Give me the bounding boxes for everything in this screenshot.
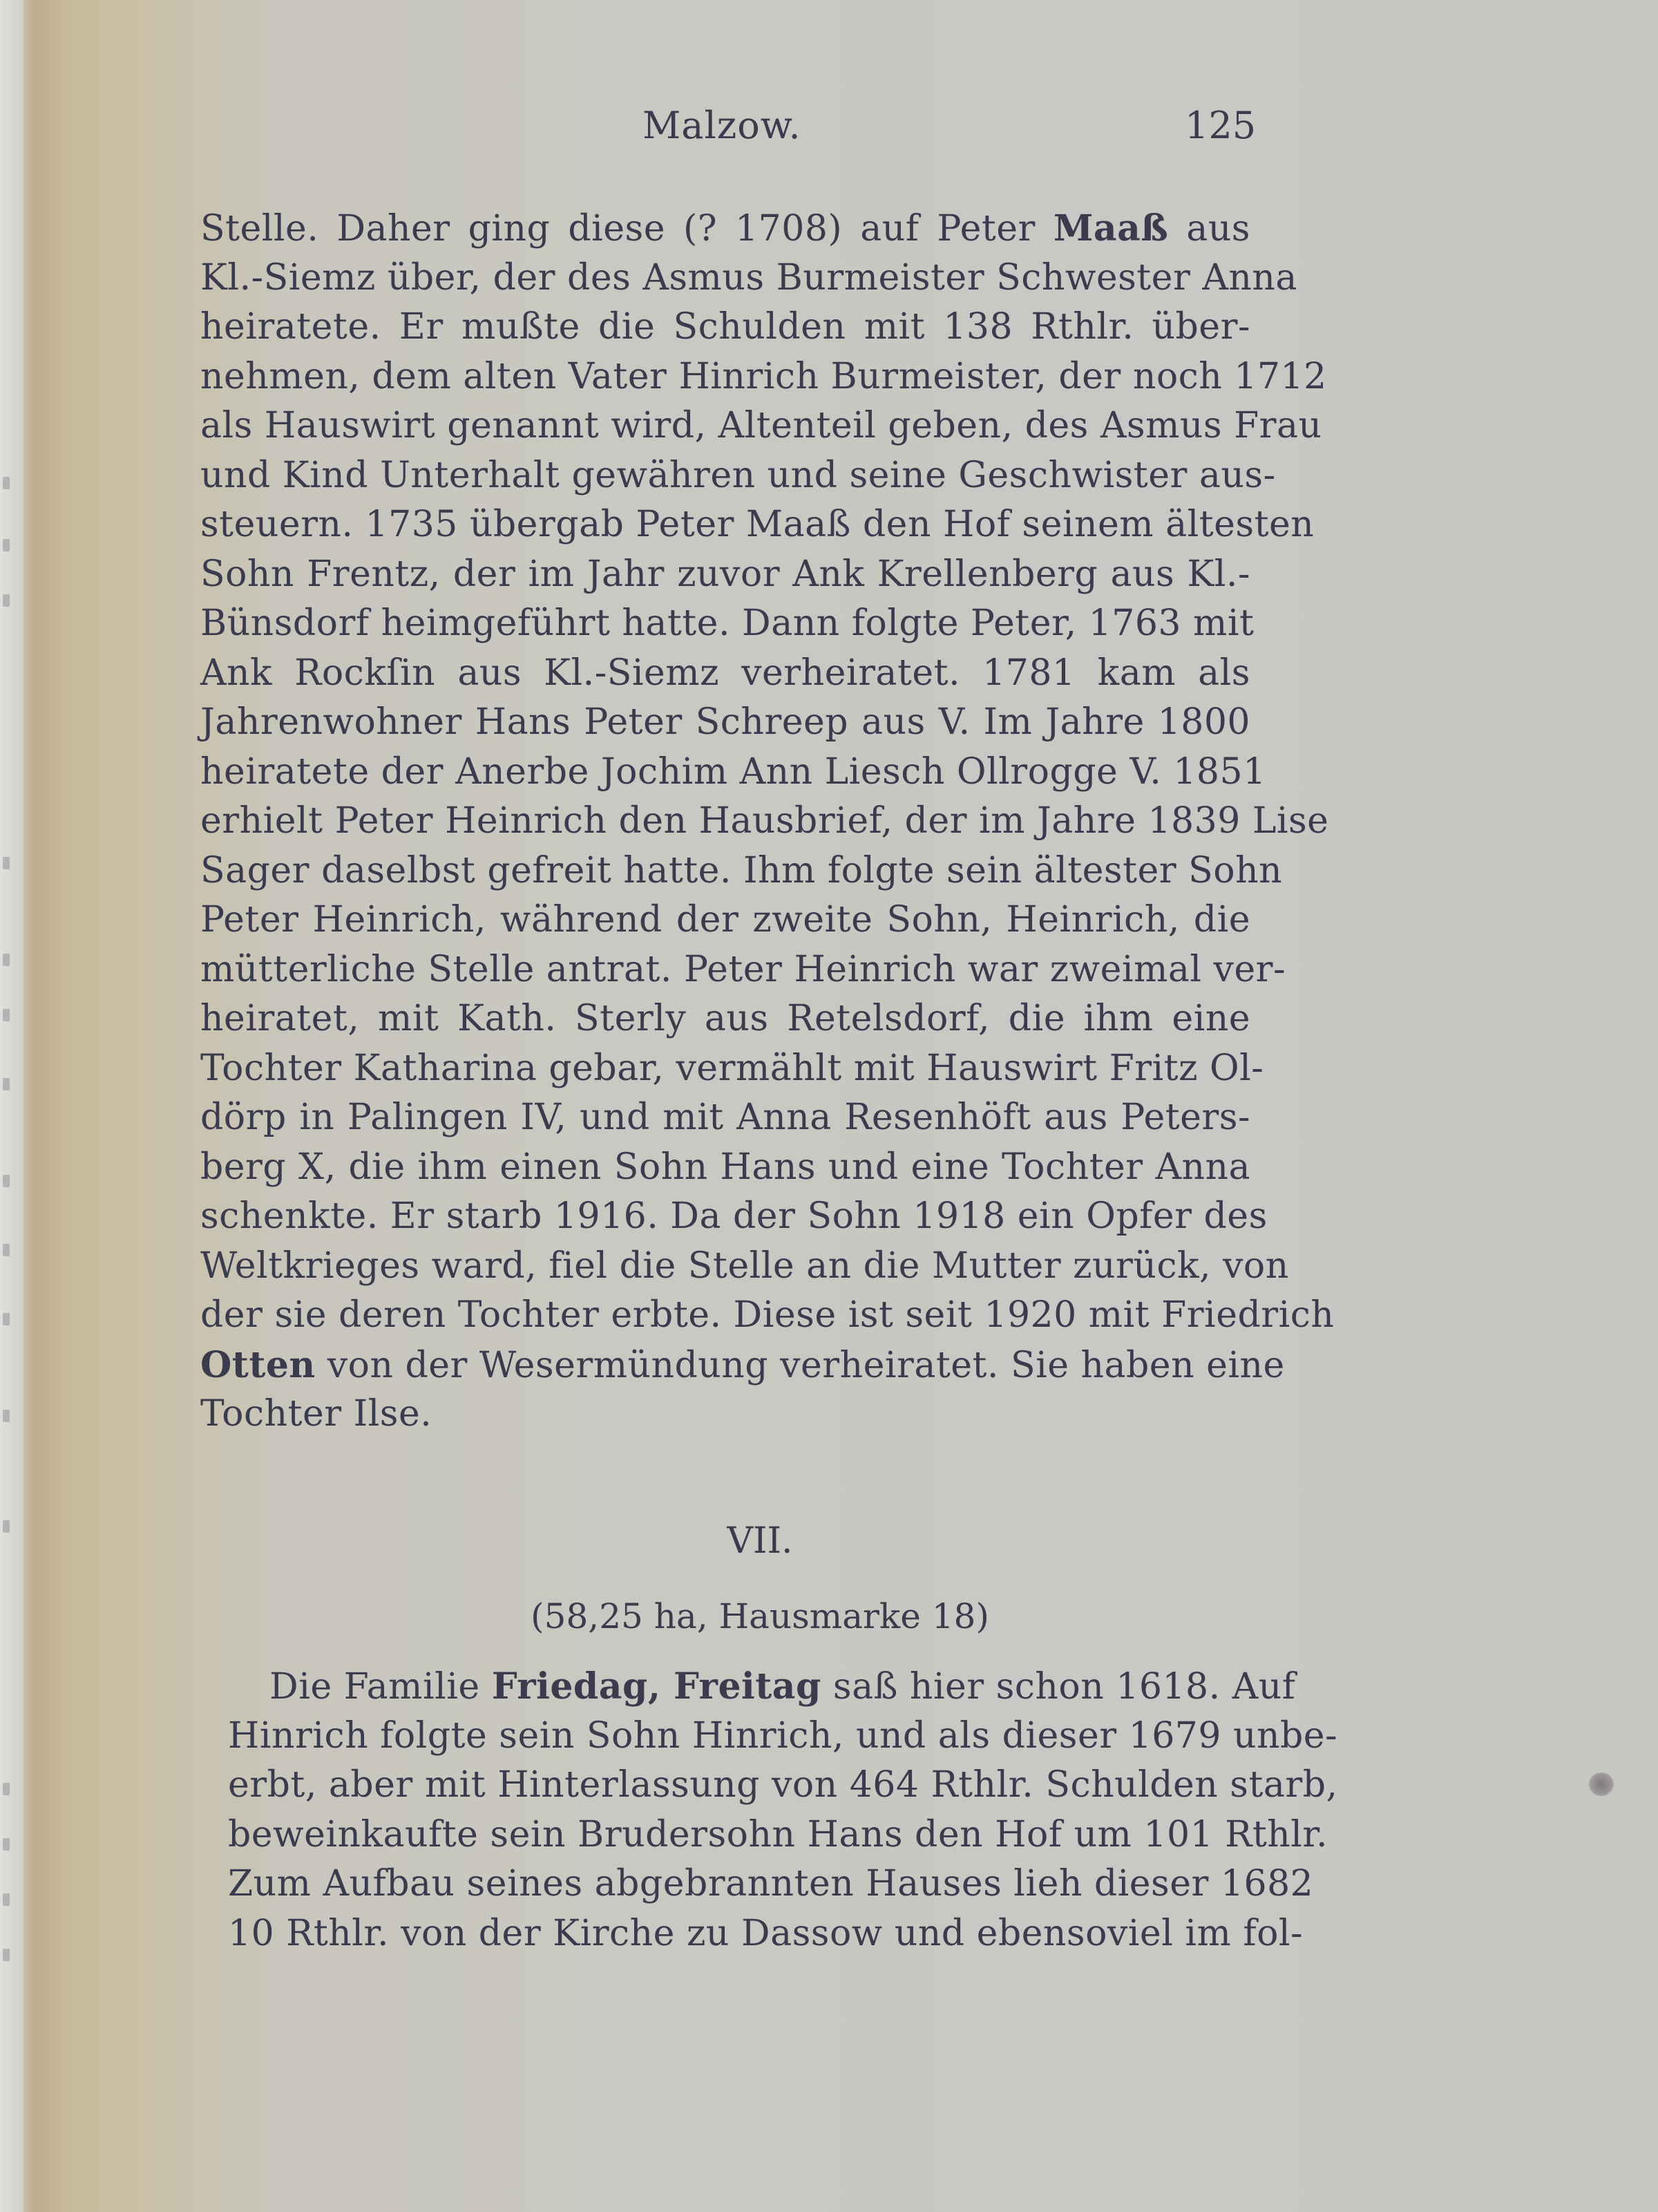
page-fold-shadow (23, 0, 72, 2212)
section-subtitle: (58,25 ha, Hausmarke 18) (531, 1596, 989, 1636)
text-line: Die Familie Friedag, Freitag saß hier schon 1618. Auf (269, 1665, 1296, 1708)
section-2-body (228, 1662, 1338, 1958)
text-line: erbt, aber mit Hinterlassung von 464 Rthlr. Schulden starb, (228, 1764, 1338, 1806)
section-1-body (200, 204, 1335, 1439)
text-line: Kl.-Siemz über, der des Asmus Burmeister Schwester Anna (200, 256, 1297, 299)
text-line: dörp in Palingen IV, und mit Anna Resenhöft aus Peters- (200, 1097, 1250, 1138)
text-line: Zum Aufbau seines abgebrannten Hauses lieh dieser 1682 (228, 1863, 1314, 1904)
facing-page-text-fragment (3, 1949, 10, 1961)
text-line: steuern. 1735 übergab Peter Maaß den Hof seinem ältesten (200, 504, 1315, 545)
text-line: beweinkaufte sein Brudersohn Hans den Hof um 101 Rthlr. (228, 1813, 1328, 1855)
text-line: Sager daselbst gefreit hatte. Ihm folgte sein ältester Sohn (200, 849, 1283, 891)
text-line: heiratet, mit Kath. Sterly aus Retelsdorf, die ihm eine (200, 998, 1250, 1039)
text-line: schenkte. Er starb 1916. Da der Sohn 1918 ein Opfer des (200, 1195, 1268, 1237)
text-line: 10 Rthlr. von der Kirche zu Dassow und ebensoviel im fol- (228, 1912, 1304, 1954)
bold-surname: Otten (200, 1343, 316, 1386)
page-number: 125 (1185, 104, 1257, 147)
paper-stain (1589, 1773, 1614, 1796)
text-line: und Kind Unterhalt gewähren und seine Geschwister aus- (200, 454, 1276, 496)
text-line: Hinrich folgte sein Sohn Hinrich, und als dieser 1679 unbe- (228, 1714, 1338, 1757)
text-line: berg X, die ihm einen Sohn Hans und eine Tochter Anna (200, 1146, 1250, 1188)
bold-surname: Friedag, Freitag (491, 1665, 821, 1708)
facing-page-text-fragment (3, 954, 10, 966)
facing-page-text-fragment (3, 594, 10, 607)
running-head (0, 104, 1658, 152)
text-line: Jahrenwohner Hans Peter Schreep aus V. Im Jahre 1800 (200, 701, 1250, 743)
text-line: Tochter Katharina gebar, vermählt mit Hauswirt Fritz Ol- (200, 1047, 1264, 1089)
facing-page-text-fragment (3, 1838, 10, 1851)
text-line: Peter Heinrich, während der zweite Sohn, Heinrich, die (200, 899, 1250, 940)
text-line: Weltkrieges ward, fiel die Stelle an die Mutter zurück, von (200, 1245, 1289, 1287)
facing-page-text-fragment (3, 1009, 10, 1021)
section-number-heading: VII. (727, 1520, 793, 1562)
facing-page-text-fragment (3, 1078, 10, 1090)
text-line: Sohn Frentz, der im Jahr zuvor Ank Krellenberg aus Kl.- (200, 553, 1250, 595)
text-line: Bünsdorf heimgeführt hatte. Dann folgte Peter, 1763 mit (200, 603, 1255, 644)
text-line: Tochter Ilse. (200, 1393, 432, 1435)
text-line: Otten von der Wesermündung verheiratet. Sie haben eine (200, 1343, 1285, 1386)
facing-page-text-fragment (3, 1244, 10, 1256)
text-line: heiratete. Er mußte die Schulden mit 138 Rthlr. über- (200, 306, 1250, 348)
text-line: der sie deren Tochter erbte. Diese ist seit 1920 mit Friedrich (200, 1294, 1335, 1336)
facing-page-text-fragment (3, 857, 10, 869)
facing-page-text-fragment (3, 1175, 10, 1187)
text-line: erhielt Peter Heinrich den Hausbrief, der im Jahre 1839 Lise (200, 800, 1329, 842)
bold-surname: Maaß (1053, 207, 1169, 249)
text-line: Ank Rockſin aus Kl.-Siemz verheiratet. 1781 kam als (200, 652, 1250, 694)
text-line: Stelle. Daher ging diese (? 1708) auf Peter Maaß aus (200, 207, 1250, 249)
text-line: nehmen, dem alten Vater Hinrich Burmeister, der noch 1712 (200, 355, 1327, 397)
facing-page-text-fragment (3, 1893, 10, 1906)
facing-page-text-fragment (3, 1313, 10, 1325)
facing-page-gutter (0, 0, 23, 2212)
running-title: Malzow. (642, 104, 801, 147)
text-line: mütterliche Stelle antrat. Peter Heinrich war zweimal ver- (200, 948, 1286, 990)
facing-page-text-fragment (3, 539, 10, 551)
facing-page-text-fragment (3, 1410, 10, 1422)
text-line: heiratete der Anerbe Jochim Ann Liesch Ollrogge V. 1851 (200, 750, 1266, 793)
facing-page-text-fragment (3, 1783, 10, 1795)
text-line: als Hauswirt genannt wird, Altenteil geben, des Asmus Frau (200, 405, 1322, 446)
facing-page-text-fragment (3, 477, 10, 489)
